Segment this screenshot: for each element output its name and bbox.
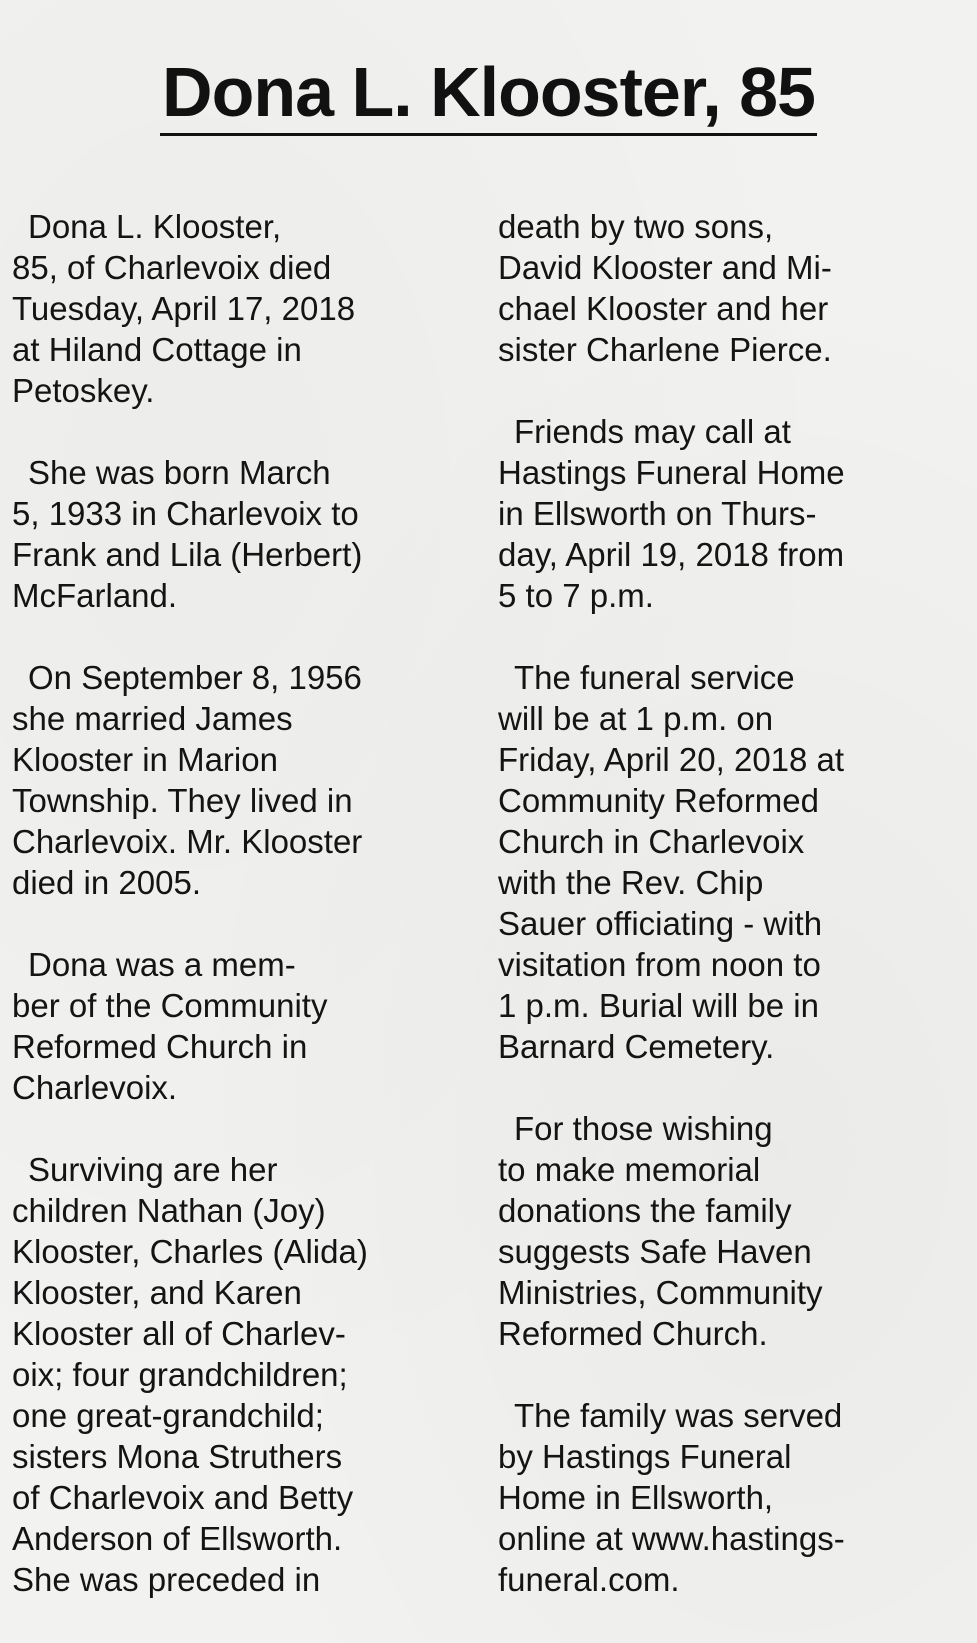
text-line: in Ellsworth on Thurs- — [498, 495, 817, 532]
text-line: by Hastings Funeral — [498, 1438, 792, 1475]
text-line: Petoskey. — [12, 372, 155, 409]
text-line: Church in Charlevoix — [498, 823, 805, 860]
text-line: with the Rev. Chip — [498, 864, 764, 901]
text-line: to make memorial — [498, 1151, 761, 1188]
text-line: Reformed Church. — [498, 1315, 768, 1352]
text-line: sister Charlene Pierce. — [498, 331, 832, 368]
text-line: Charlevoix. — [12, 1069, 178, 1106]
text-line: of Charlevoix and Betty — [12, 1479, 354, 1516]
text-line: 5 to 7 p.m. — [498, 577, 654, 614]
text-line: On September 8, 1956 — [28, 659, 362, 696]
text-line: Friends may call at — [514, 413, 791, 450]
left-column-paragraph — [12, 1149, 482, 1600]
text-line: Charlevoix. Mr. Klooster — [12, 823, 363, 860]
left-column-paragraph — [12, 944, 482, 1108]
right-column-paragraph — [498, 206, 958, 370]
text-line: oix; four grandchildren; — [12, 1356, 348, 1393]
headline — [0, 52, 977, 136]
text-line: Hastings Funeral Home — [498, 454, 845, 491]
text-line: Tuesday, April 17, 2018 — [12, 290, 356, 327]
text-line: Friday, April 20, 2018 at — [498, 741, 845, 778]
text-line: The funeral service — [514, 659, 795, 696]
text-line: Frank and Lila (Herbert) — [12, 536, 363, 573]
text-line: Sauer officiating - with — [498, 905, 823, 942]
text-line: online at www.hastings- — [498, 1520, 845, 1557]
text-line: Community Reformed — [498, 782, 819, 819]
text-line: one great-grandchild; — [12, 1397, 324, 1434]
text-line: donations the family — [498, 1192, 792, 1229]
text-line: Surviving are her — [28, 1151, 278, 1188]
text-line: sisters Mona Struthers — [12, 1438, 343, 1475]
text-line: For those wishing — [514, 1110, 773, 1147]
text-line: Home in Ellsworth, — [498, 1479, 774, 1516]
left-column-paragraph — [12, 452, 482, 616]
text-line: 85, of Charlevoix died — [12, 249, 332, 286]
right-column-paragraph — [498, 411, 958, 616]
left-column-paragraph — [12, 206, 482, 411]
text-line: visitation from noon to — [498, 946, 821, 983]
text-line: Township. They lived in — [12, 782, 353, 819]
text-line: She was born March — [28, 454, 331, 491]
headline-text: Dona L. Klooster, 85 — [160, 52, 817, 136]
text-line: 5, 1933 in Charlevoix to — [12, 495, 359, 532]
text-line: chael Klooster and her — [498, 290, 829, 327]
text-line: will be at 1 p.m. on — [498, 700, 774, 737]
text-line: Dona was a mem- — [28, 946, 296, 983]
text-line: Reformed Church in — [12, 1028, 308, 1065]
text-line: at Hiland Cottage in — [12, 331, 302, 368]
text-line: ber of the Community — [12, 987, 328, 1024]
right-column-paragraph — [498, 1108, 958, 1354]
text-line: Klooster, Charles (Alida) — [12, 1233, 368, 1270]
left-column-paragraph — [12, 657, 482, 903]
text-line: day, April 19, 2018 from — [498, 536, 845, 573]
text-line: suggests Safe Haven — [498, 1233, 812, 1270]
text-line: Ministries, Community — [498, 1274, 823, 1311]
right-column-paragraph — [498, 1395, 958, 1600]
text-line: died in 2005. — [12, 864, 201, 901]
text-line: she married James — [12, 700, 293, 737]
text-line: death by two sons, — [498, 208, 774, 245]
left-column — [12, 206, 482, 1641]
text-line: Klooster in Marion — [12, 741, 278, 778]
text-line: Dona L. Klooster, — [28, 208, 282, 245]
text-line: children Nathan (Joy) — [12, 1192, 326, 1229]
text-line: The family was served — [514, 1397, 843, 1434]
right-column-paragraph — [498, 657, 958, 1067]
text-line: Barnard Cemetery. — [498, 1028, 775, 1065]
right-column — [498, 206, 958, 1641]
text-line: funeral.com. — [498, 1561, 680, 1598]
text-line: David Klooster and Mi- — [498, 249, 832, 286]
text-line: Anderson of Ellsworth. — [12, 1520, 343, 1557]
text-line: McFarland. — [12, 577, 178, 614]
text-line: Klooster all of Charlev- — [12, 1315, 346, 1352]
text-line: She was preceded in — [12, 1561, 321, 1598]
text-line: Klooster, and Karen — [12, 1274, 302, 1311]
text-line: 1 p.m. Burial will be in — [498, 987, 819, 1024]
